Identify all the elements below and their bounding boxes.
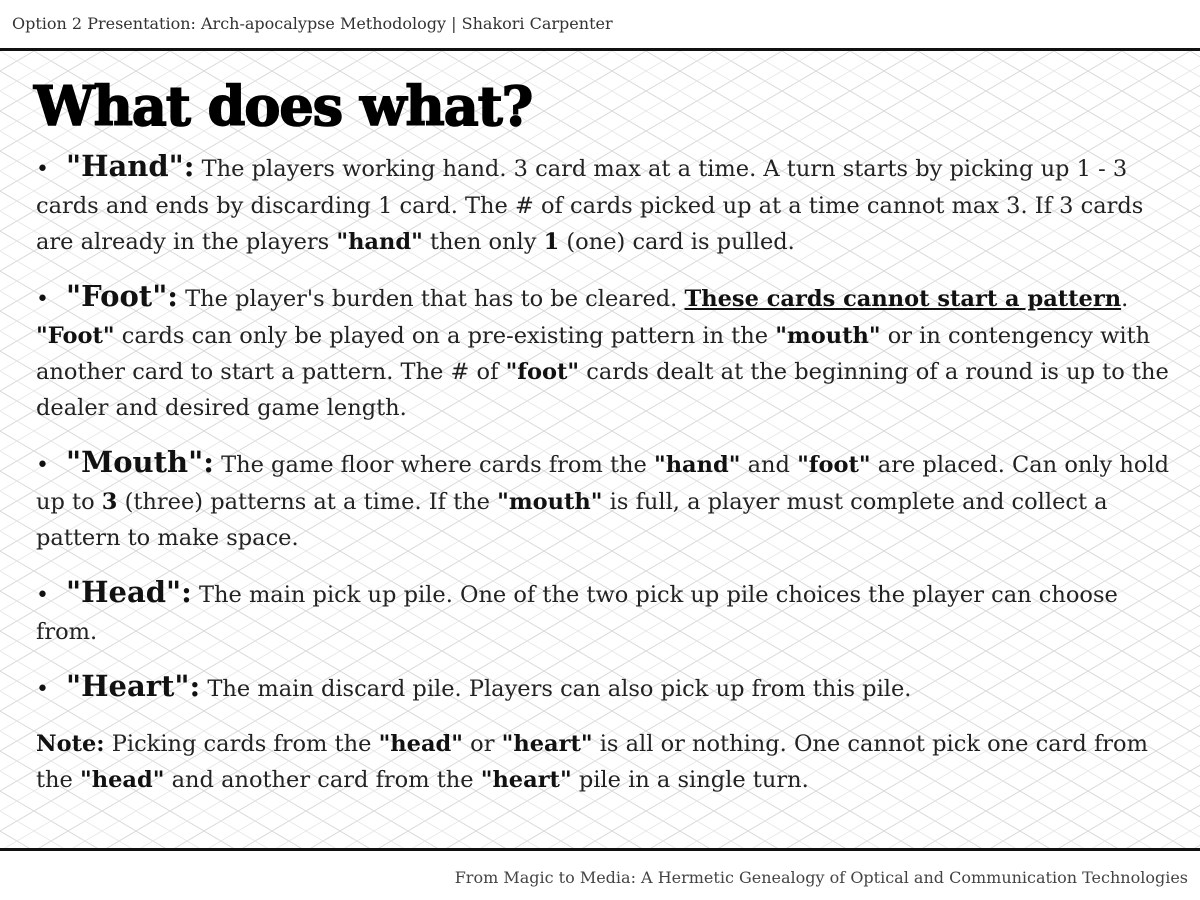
mouth-bold-1: "hand"	[653, 452, 741, 478]
mouth-bold-4: "mouth"	[497, 489, 603, 515]
foot-bold-3: "foot"	[505, 359, 580, 385]
list-item-foot	[36, 278, 1186, 426]
hand-bold-1: "hand"	[336, 229, 423, 255]
footer-title: From Magic to Media: A Hermetic Genealogy of Optical and Communication Technologies	[454, 868, 1188, 887]
slide-body	[36, 148, 1186, 816]
head-text-1: The main pick up pile. One of the two pick up pile choices the player can choose from.	[36, 582, 1118, 645]
list-item-hand	[36, 148, 1186, 260]
header-bar	[0, 0, 1200, 48]
note-text-4: and another card from the	[164, 767, 481, 793]
list-item-heart	[36, 668, 1186, 708]
list-item-mouth	[36, 444, 1186, 556]
term-hand: "Hand":	[66, 149, 195, 183]
bullet-icon: •	[36, 453, 49, 478]
term-mouth: "Mouth":	[66, 445, 214, 479]
note-paragraph	[36, 726, 1186, 798]
term-foot: "Foot":	[66, 279, 179, 313]
hand-text-2: then only	[422, 229, 544, 255]
mouth-text-5: is full, a player must complete and collect a pattern to make space.	[36, 489, 1108, 551]
mouth-text-1: The game floor where cards from the	[213, 452, 654, 478]
note-bold-1: "head"	[378, 731, 463, 757]
foot-text-3: cards can only be played on a pre-existing pattern in the	[114, 323, 776, 349]
hand-text-1: The players working hand. 3 card max at a time. A turn starts by picking up 1 - 3 cards and ends by discarding 1 card. The # of cards picked up at a time cannot max 3. If 3 cards are already in the players	[36, 156, 1144, 255]
mouth-text-4: (three) patterns at a time. If the	[117, 489, 498, 515]
foot-text-2: .	[1121, 286, 1129, 312]
note-text-5: pile in a single turn.	[571, 767, 809, 793]
hand-bold-2: 1	[543, 229, 560, 255]
foot-text-1: The player's burden that has to be cleared.	[178, 286, 685, 312]
note-bold-2: "heart"	[501, 731, 593, 757]
term-heart: "Heart":	[66, 669, 201, 703]
foot-bold-1: "Foot"	[36, 323, 115, 349]
bullet-icon: •	[36, 583, 49, 608]
header-divider	[0, 48, 1200, 51]
mouth-text-3: are placed. Can only hold up to	[36, 452, 1170, 515]
bullet-icon: •	[36, 677, 49, 702]
term-head: "Head":	[66, 575, 192, 609]
foot-underlined: These cards cannot start a pattern	[684, 286, 1122, 312]
note-bold-4: "heart"	[480, 767, 572, 793]
note-text-1: Picking cards from the	[104, 731, 379, 757]
mouth-bold-2: "foot"	[797, 452, 871, 478]
footer-divider	[0, 848, 1200, 851]
list-item-head	[36, 574, 1186, 650]
foot-text-5: cards dealt at the beginning of a round is up to the dealer and desired game length.	[36, 359, 1169, 421]
header-title: Option 2 Presentation: Arch-apocalypse Methodology | Shakori Carpenter	[12, 14, 613, 33]
note-text-2: or	[463, 731, 502, 757]
bullet-icon: •	[36, 157, 49, 182]
heart-text-1: The main discard pile. Players can also pick up from this pile.	[200, 676, 912, 702]
mouth-text-2: and	[740, 452, 798, 478]
hand-text-3: (one) card is pulled.	[559, 229, 795, 255]
foot-bold-2: "mouth"	[775, 323, 881, 349]
note-bold-3: "head"	[80, 767, 165, 793]
mouth-bold-3: 3	[101, 489, 118, 515]
note-label: Note:	[36, 731, 105, 757]
slide-title: What does what?	[34, 74, 533, 138]
note-text-3: is all or nothing. One cannot pick one card from the	[36, 731, 1148, 793]
bullet-icon: •	[36, 287, 49, 312]
foot-text-4: or in contengency with another card to start a pattern. The # of	[36, 323, 1151, 385]
